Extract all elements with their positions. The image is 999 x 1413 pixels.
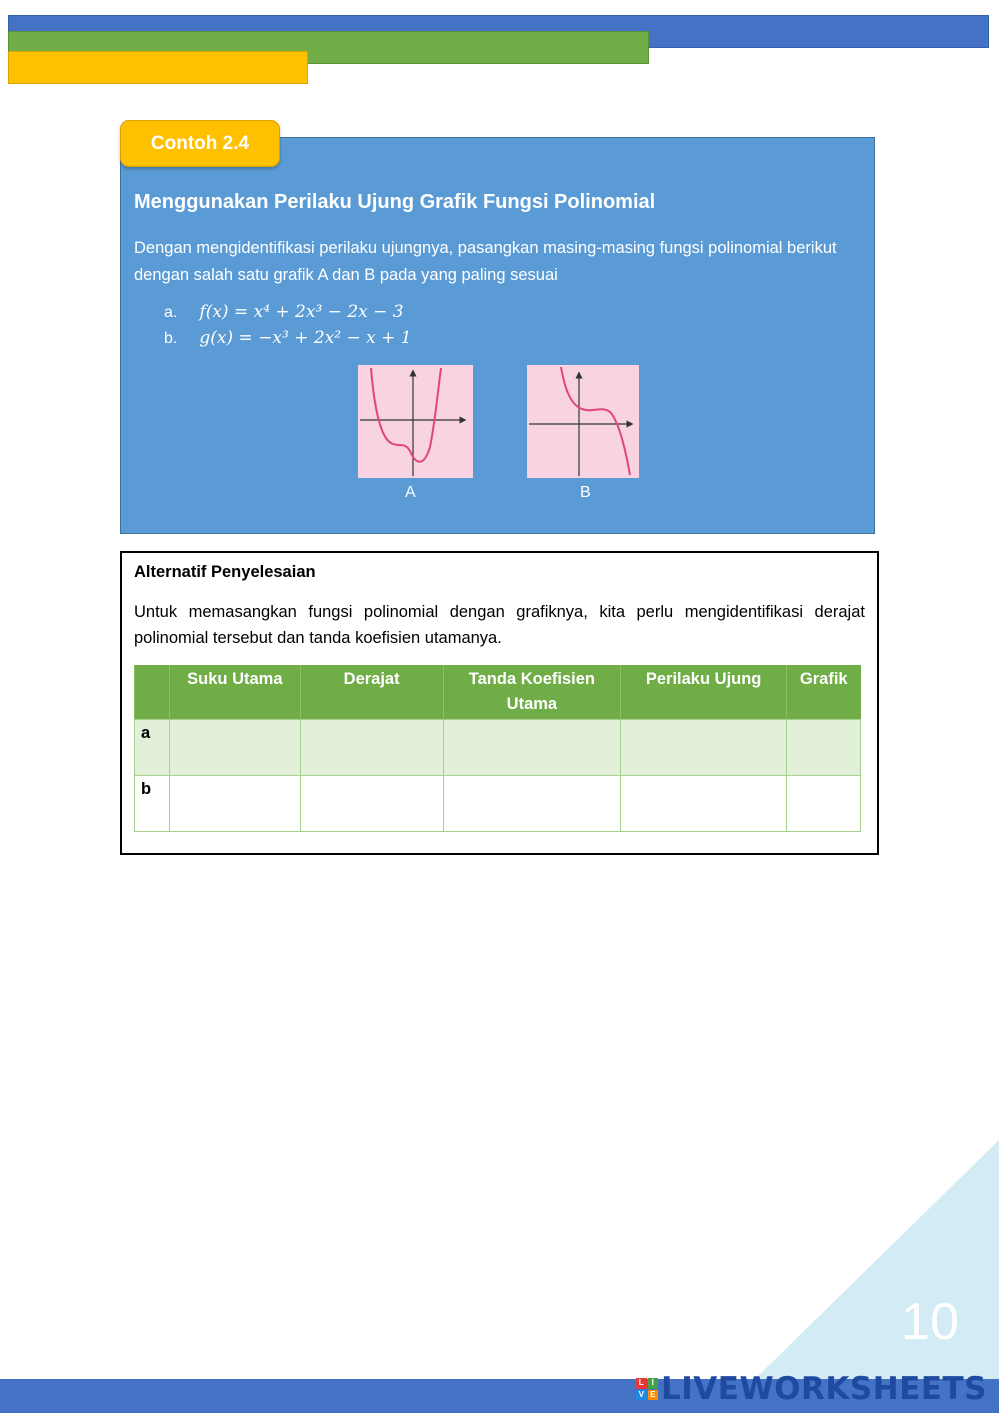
solution-text: Untuk memasangkan fungsi polinomial dengan grafiknya, kita perlu mengidentifikasi derajat polinomial tersebut dan tanda koefisien utamanya.: [134, 603, 865, 647]
example-instruction: Dengan mengidentifikasi perilaku ujungnya, pasangkan masing-masing fungsi polinomial berikut dengan salah satu grafik A dan B pada yang paling sesuai: [134, 239, 837, 284]
function-label: a.: [164, 304, 178, 321]
page-number: 10: [901, 1293, 959, 1351]
example-tab: Contoh 2.4: [120, 120, 280, 167]
row-label: a: [135, 720, 170, 776]
table-header: Tanda Koefisien Utama: [443, 665, 621, 720]
solution-title: Alternatif Penyelesaian: [134, 563, 316, 581]
graph-label-a: A: [405, 484, 416, 501]
logo-letter: V: [636, 1390, 647, 1401]
table-header: Suku Utama: [169, 665, 300, 720]
row-label: b: [135, 776, 170, 832]
corner-decoration: [755, 1140, 999, 1379]
brand-watermark: [636, 1371, 987, 1407]
graph-label-b: B: [580, 484, 591, 501]
brand-logo-icon: [636, 1378, 658, 1400]
table-header: Derajat: [300, 665, 443, 720]
logo-letter: E: [648, 1390, 659, 1401]
function-formula: f(x) = x⁴ + 2x³ − 2x − 3: [199, 302, 404, 322]
table-header: Perilaku Ujung: [621, 665, 787, 720]
function-label: b.: [164, 330, 178, 347]
table-header: Grafik: [787, 665, 861, 720]
logo-letter: L: [636, 1378, 647, 1389]
brand-text: LIVEWORKSHEETS: [661, 1371, 987, 1407]
function-formula: g(x) = −x³ + 2x² − x + 1: [199, 328, 412, 348]
logo-letter: I: [648, 1378, 659, 1389]
example-heading: Menggunakan Perilaku Ujung Grafik Fungsi Polinomial: [134, 191, 656, 213]
